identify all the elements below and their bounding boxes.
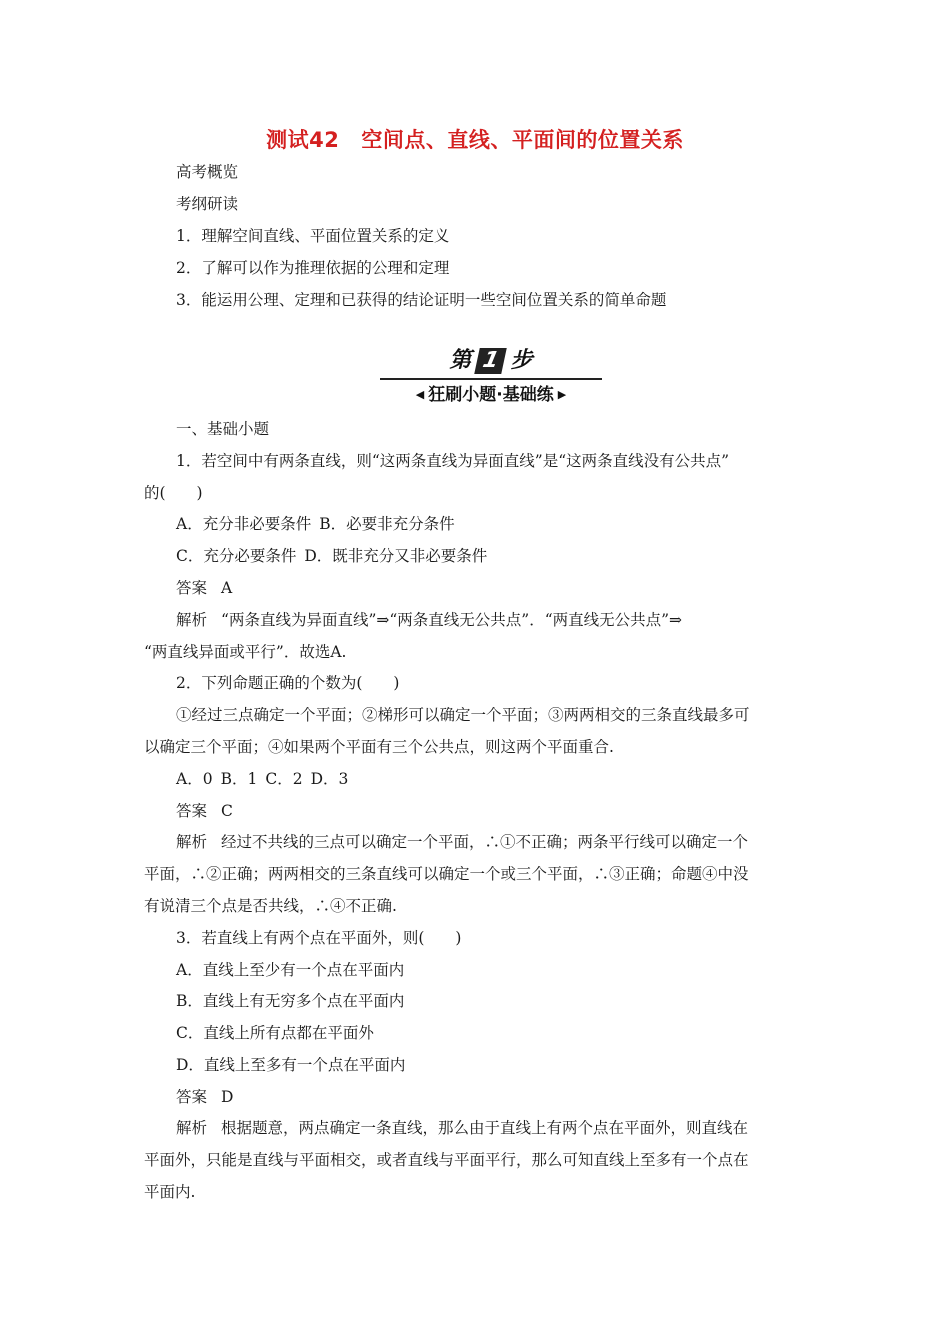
step-prefix: 第 — [449, 348, 472, 373]
q1-analysis-line: “两直线异面或平行”．故选A. — [144, 643, 347, 661]
analysis-label: 解析 — [176, 611, 208, 629]
q3-analysis-line: 平面外，只能是直线与平面相交，或者直线与平面平行，那么可知直线上至多有一个点在 — [144, 1151, 749, 1169]
q3-option-d: D．直线上至多有一个点在平面内 — [176, 1056, 406, 1074]
overview-heading: 高考概览 — [176, 163, 239, 181]
step-number: 1 — [475, 348, 508, 374]
q2-answer — [176, 801, 233, 821]
q3-option-b: B．直线上有无穷多个点在平面内 — [176, 992, 405, 1010]
q3-option-c: C．直线上所有点都在平面外 — [176, 1024, 374, 1042]
q1-answer — [176, 578, 232, 598]
syllabus-item: 1．理解空间直线、平面位置关系的定义 — [176, 227, 450, 245]
q1-stem-line: 1．若空间中有两条直线，则“这两条直线为异面直线”是“这两条直线没有公共点” — [176, 452, 730, 470]
section-heading: 一、基础小题 — [176, 420, 270, 438]
answer-label: 答案 — [176, 802, 208, 820]
step-subtitle-row — [380, 382, 602, 408]
q3-analysis — [176, 1118, 748, 1138]
syllabus-heading: 考纲研读 — [176, 195, 239, 213]
q2-option-a: A．0 — [176, 770, 213, 788]
syllabus-item: 2．了解可以作为推理依据的公理和定理 — [176, 259, 450, 277]
step-divider — [380, 378, 602, 380]
q1-option-a: A．充分非必要条件 — [176, 515, 312, 533]
q2-option-c: C．2 — [265, 770, 303, 788]
q2-analysis — [176, 832, 748, 852]
q2-option-d: D．3 — [310, 770, 349, 788]
answer-value: C — [221, 802, 233, 820]
step-banner — [380, 346, 602, 410]
step-heading — [380, 346, 602, 376]
q3-option-a: A．直线上至少有一个点在平面内 — [176, 961, 405, 979]
answer-value: A — [221, 579, 233, 597]
page-title — [0, 124, 950, 154]
triangle-right-icon: ▶ — [557, 388, 567, 401]
q2-analysis-line: 有说清三个点是否共线，∴④不正确. — [144, 897, 397, 915]
q1-option-b: B．必要非充分条件 — [319, 515, 455, 533]
q1-options-row — [176, 514, 455, 534]
step-subtitle: 狂刷小题·基础练 — [428, 385, 554, 405]
q2-body-line: ①经过三点确定一个平面；②梯形可以确定一个平面；③两两相交的三条直线最多可 — [176, 706, 750, 724]
title-number: 测试42 — [266, 128, 340, 152]
title-text: 空间点、直线、平面间的位置关系 — [361, 128, 684, 152]
q3-stem: 3．若直线上有两个点在平面外，则( ) — [176, 929, 462, 947]
q1-option-d: D．既非充分又非必要条件 — [304, 547, 488, 565]
q1-stem-line: 的( ) — [144, 484, 203, 502]
analysis-label: 解析 — [176, 1119, 208, 1137]
triangle-left-icon: ◀ — [415, 388, 425, 401]
q1-analysis — [176, 610, 682, 630]
q2-analysis-line: 平面，∴②正确；两两相交的三条直线可以确定一个或三个平面，∴③正确；命题④中没 — [144, 865, 749, 883]
q2-option-b: B．1 — [220, 770, 258, 788]
answer-label: 答案 — [176, 579, 208, 597]
analysis-text: 经过不共线的三点可以确定一个平面，∴①不正确；两条平行线可以确定一个 — [221, 833, 749, 851]
q2-stem: 2．下列命题正确的个数为( ) — [176, 674, 400, 692]
syllabus-item: 3．能运用公理、定理和已获得的结论证明一些空间位置关系的简单命题 — [176, 291, 667, 309]
analysis-text: “两条直线为异面直线”⇒“两条直线无公共点”．“两直线无公共点”⇒ — [221, 611, 683, 629]
answer-value: D — [221, 1088, 234, 1106]
q1-options-row — [176, 546, 487, 566]
q3-analysis-line: 平面内. — [144, 1183, 196, 1201]
q1-option-c: C．充分必要条件 — [176, 547, 297, 565]
analysis-label: 解析 — [176, 833, 208, 851]
q2-options-row — [176, 769, 348, 789]
answer-label: 答案 — [176, 1088, 208, 1106]
q2-body-line: 以确定三个平面；④如果两个平面有三个公共点，则这两个平面重合. — [144, 738, 614, 756]
step-suffix: 步 — [510, 348, 533, 373]
q3-answer — [176, 1087, 233, 1107]
analysis-text: 根据题意，两点确定一条直线，那么由于直线上有两个点在平面外，则直线在 — [221, 1119, 749, 1137]
